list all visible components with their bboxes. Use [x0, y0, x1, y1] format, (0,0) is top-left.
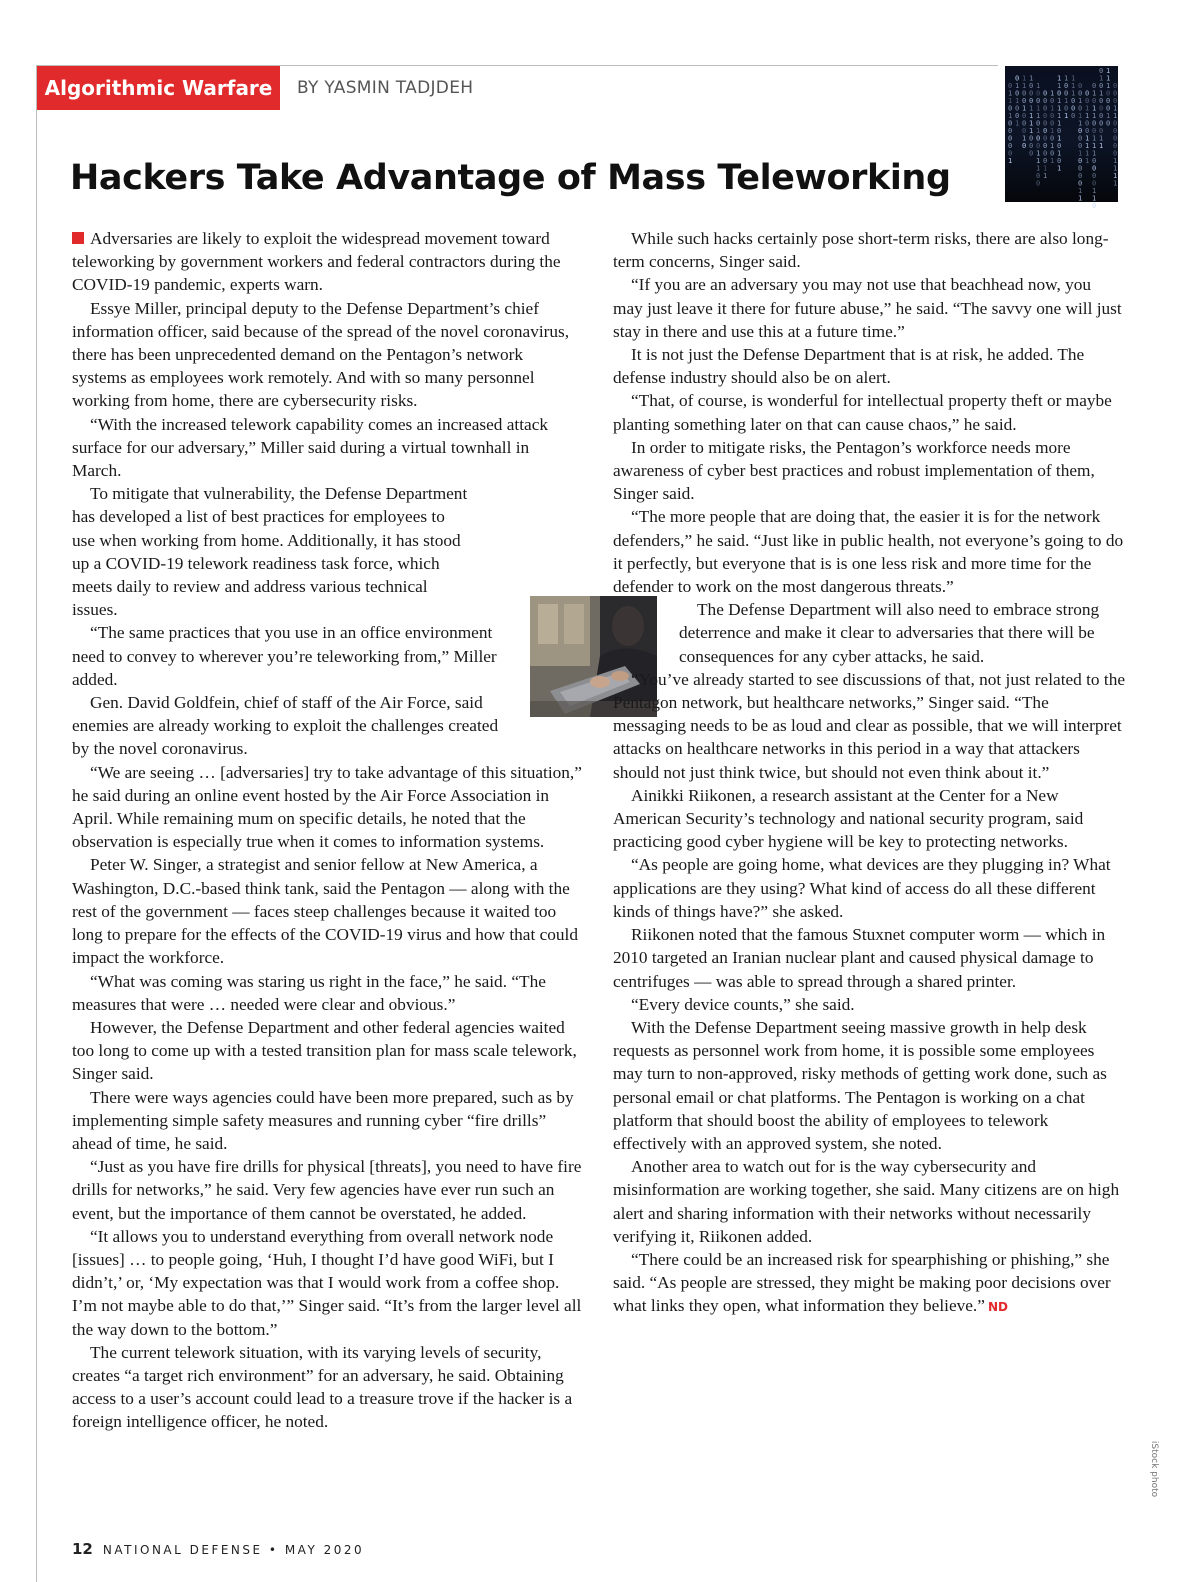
binary-digit: 0 — [1099, 104, 1104, 113]
binary-digit: 0 — [1050, 134, 1055, 143]
binary-digit: 1 — [1113, 179, 1118, 188]
binary-digit: 0 — [1092, 179, 1097, 188]
binary-digit: 0 — [1043, 119, 1048, 128]
binary-digit: 0 — [1043, 104, 1048, 113]
binary-digit: 1 — [1071, 89, 1076, 98]
binary-digit: 1 — [1008, 97, 1013, 105]
paragraph: However, the Defense Department and other federal agencies waited too long to come up with a tested transition plan for mass scale telework, Singer said. — [72, 1017, 577, 1084]
article-column-right — [613, 227, 1125, 1320]
paragraph: “The more people that are doing that, the easier it is for the network defenders,” he said. “Just like in public health, not everyone’s going to do it perfectly, but everyone that is is one less risk and more time for the defender to work on the most dangerous threats.” — [613, 507, 1124, 597]
binary-digit: 1 — [1008, 89, 1013, 98]
binary-digit: 0 — [1029, 97, 1034, 105]
binary-digit: 0 — [1099, 82, 1104, 90]
binary-digit: 1 — [1029, 74, 1034, 83]
binary-digit: 1 — [1057, 164, 1062, 173]
article-column-left — [72, 227, 582, 1434]
paragraph: There were ways agencies could have been more prepared, such as by implementing simple safety measures and running cyber “fire drills” ahead of time, he said. — [72, 1087, 574, 1153]
binary-digit: 1 — [1036, 157, 1041, 165]
binary-digit: 0 — [1099, 119, 1104, 128]
binary-digit: 1 — [1050, 104, 1055, 113]
binary-digit: 0 — [1008, 104, 1013, 113]
binary-digit: 0 — [1092, 119, 1097, 128]
binary-digit: 1 — [1092, 112, 1097, 120]
binary-digit: 0 — [1113, 82, 1118, 90]
binary-digit: 0 — [1078, 157, 1083, 165]
binary-digit: 0 — [1008, 82, 1013, 90]
binary-digit: 0 — [1043, 112, 1048, 120]
paragraph: Riikonen noted that the famous Stuxnet computer worm — which in 2010 targeted an Iranian nuclear plant and caused physical damage to centrifuges — was able to spread through a shared printer. — [613, 925, 1106, 991]
binary-digit: 0 — [1015, 89, 1020, 98]
byline: BY YASMIN TADJDEH — [297, 78, 474, 98]
binary-digit: 0 — [1078, 89, 1083, 98]
binary-digit: 0 — [1113, 134, 1118, 143]
binary-digit: 0 — [1036, 89, 1041, 98]
binary-digit: 1 — [1057, 74, 1062, 83]
binary-digit: 0 — [1078, 142, 1083, 150]
binary-digit: 0 — [1008, 149, 1013, 158]
binary-digit: 1 — [1029, 104, 1034, 113]
binary-digit: 1 — [1113, 164, 1118, 173]
binary-digit: 1 — [1078, 187, 1083, 195]
binary-digit: 0 — [1099, 97, 1104, 105]
binary-digit: 0 — [1085, 119, 1090, 128]
paragraph: “If you are an adversary you may not use that beachhead now, you may just leave it there for future abuse,” he said. “The savvy one will just stay in there and use this at a future time.” — [613, 275, 1122, 341]
paragraph: “What was coming was staring us right in the face,” he said. “The measures that were … needed were clear and obvious.” — [72, 971, 546, 1014]
paragraph: It is not just the Defense Department that is at risk, he added. The defense industry should also be on alert. — [613, 345, 1085, 388]
paragraph: “There could be an increased risk for spearphishing or phishing,” she said. “As people are stressed, they might be making poor decisions over what links they open, what information they believe.” ND — [613, 1249, 1111, 1316]
binary-digit: 0 — [1092, 172, 1097, 180]
binary-digit: 0 — [1057, 127, 1062, 135]
binary-digit: 1 — [1057, 104, 1062, 113]
binary-digit: 1 — [1015, 97, 1020, 105]
binary-digit: 1 — [1092, 149, 1097, 158]
red-square-marker — [72, 232, 84, 244]
binary-digit: 1 — [1078, 112, 1083, 120]
binary-digit: 0 — [1022, 97, 1027, 105]
binary-digit: 1 — [1036, 82, 1041, 90]
binary-digit: 0 — [1043, 142, 1048, 150]
binary-digit: 1 — [1092, 104, 1097, 113]
paragraph: In order to mitigate risks, the Pentagon’s workforce needs more awareness of cyber best practices and robust implementation of them, Singer said. — [613, 437, 1095, 504]
binary-digit: 0 — [1113, 149, 1118, 158]
binary-digit: 1 — [1113, 157, 1118, 165]
binary-digit: 0 — [1071, 112, 1076, 120]
binary-digit: 1 — [1022, 82, 1027, 90]
binary-digit: 0 — [1092, 82, 1097, 90]
binary-digit: 1 — [1043, 164, 1048, 173]
binary-digit: 1 — [1106, 74, 1111, 83]
paragraph: Gen. David Goldfein, chief of staff of the Air Force, said enemies are already working to exploit the challenges created by the novel coronavirus. — [72, 693, 499, 759]
binary-digit: 1 — [1057, 134, 1062, 143]
page-frame-left-rule — [36, 65, 37, 1582]
binary-digit: 0 — [1022, 142, 1027, 150]
binary-digit: 1 — [1078, 194, 1083, 203]
binary-digit: 0 — [1106, 97, 1111, 105]
binary-digit: 1 — [1022, 104, 1027, 113]
binary-digit: 1 — [1015, 82, 1020, 90]
binary-digit: 0 — [1050, 149, 1055, 158]
binary-digit: 1 — [1092, 89, 1097, 98]
paragraph: The Defense Department will also need to embrace strong deterrence and make it clear to adversaries that there will be consequences for any cyber attacks, he said. — [679, 600, 1100, 666]
binary-digit: 1 — [1064, 74, 1069, 83]
binary-digit: 0 — [1071, 97, 1076, 105]
binary-digit: 0 — [1099, 67, 1104, 75]
paragraph: “With the increased telework capability comes an increased attack surface for our adversary,” Miller said during a virtual townhall in March. — [72, 414, 549, 481]
binary-digit: 0 — [1036, 134, 1041, 143]
binary-digit: 0 — [1085, 127, 1090, 135]
paragraph: “Every device counts,” she said. — [631, 994, 855, 1014]
publication-line: NATIONAL DEFENSE • MAY 2020 — [102, 1543, 365, 1557]
paragraph: “We are seeing … [adversaries] try to take advantage of this situation,” he said during an online event hosted by the Air Force Association in April. While remaining mum on specific details, he noted that the observation is especially true when it comes to information systems. — [72, 762, 582, 852]
binary-digit: 0 — [1050, 112, 1055, 120]
binary-digit: 0 — [1043, 127, 1048, 135]
paragraph: “That, of course, is wonderful for intellectual property theft or maybe planting something later on that can cause chaos,” he said. — [613, 391, 1112, 434]
binary-digit: 0 — [1043, 97, 1048, 105]
binary-digit: 1 — [1057, 112, 1062, 120]
binary-digit: 1 — [1085, 149, 1090, 158]
binary-digit: 0 — [1078, 179, 1083, 188]
binary-digit: 1 — [1029, 127, 1034, 135]
paragraph: Essye Miller, principal deputy to the Defense Department’s chief information officer, said because of the spread of the novel coronavirus, there has been unprecedented demand on the Pentagon’s network systems as employees work remotely. And with so many personnel working from home, there are cybersecurity risks. — [72, 298, 570, 411]
binary-digit: 1 — [1099, 89, 1104, 98]
binary-digit: 1 — [1022, 134, 1027, 143]
binary-digit: 1 — [1113, 104, 1118, 113]
binary-digit: 0 — [1078, 172, 1083, 180]
paragraph: “Just as you have fire drills for physical [threats], you need to have fire drills for networks,” he said. Very few agencies have ever run such an event, but the importance of them cannot be overstated, he added. — [72, 1157, 582, 1223]
photo-credit: iStock photo — [1149, 1440, 1160, 1498]
paragraph: “The same practices that you use in an office environment need to convey to wherever you’re teleworking from,” Miller added. — [72, 623, 497, 689]
binary-digit: 1 — [1099, 74, 1104, 83]
binary-digit: 1 — [1036, 104, 1041, 113]
binary-digit: 0 — [1043, 134, 1048, 143]
binary-digit: 0 — [1057, 142, 1062, 150]
binary-digit: 0 — [1078, 134, 1083, 143]
binary-digit: 0 — [1022, 119, 1027, 128]
binary-digit: 1 — [1036, 149, 1041, 158]
binary-digit: 1 — [1106, 82, 1111, 90]
binary-digit: 1 — [1036, 112, 1041, 120]
binary-code-image — [1005, 66, 1118, 210]
binary-digit: 0 — [1029, 149, 1034, 158]
binary-digit: 0 — [1113, 127, 1118, 135]
binary-digit: 0 — [1043, 149, 1048, 158]
paragraph: Adversaries are likely to exploit the widespread movement toward teleworking by government workers and federal contractors during the COVID-19 pandemic, experts warn. — [72, 229, 561, 295]
paragraph: With the Defense Department seeing massive growth in help desk requests as personnel work from home, it is possible some employees may turn to non-approved, risky methods of getting work done, such as personal email or chat platforms. The Pentagon is working on a chat platform that should boost the ability of employees to telework effectively with an approved system, she noted. — [613, 1017, 1107, 1153]
binary-digit: 0 — [1092, 157, 1097, 165]
end-mark: ND — [987, 1300, 1008, 1315]
binary-digit: 0 — [1078, 82, 1083, 90]
binary-digit: 0 — [1043, 157, 1048, 165]
paragraph: While such hacks certainly pose short-term risks, there are also long-term concerns, Singer said. — [613, 229, 1109, 272]
binary-digit: 0 — [1071, 104, 1076, 113]
binary-digit: 0 — [1106, 119, 1111, 128]
binary-digit: 1 — [1085, 142, 1090, 150]
binary-digit: 1 — [1106, 112, 1111, 120]
binary-digit: 0 — [1008, 127, 1013, 135]
binary-digit: 0 — [1022, 112, 1027, 120]
binary-digit: 0 — [1036, 142, 1041, 150]
binary-digit: 1 — [1036, 164, 1041, 173]
paragraph: To mitigate that vulnerability, the Defense Department has developed a list of best practices for employees to use when working from home. Additionally, it has stood up a COVID-19 telework readiness task force, which meets daily to review and address various technical issues. — [72, 484, 468, 620]
binary-digit: 1 — [1078, 97, 1083, 105]
binary-digit: 1 — [1057, 149, 1062, 158]
binary-digit: 0 — [1113, 119, 1118, 128]
paragraph: “It allows you to understand everything from overall network node [issues] … to people going, ‘Huh, I thought I’d have good WiFi, but I didn’t,’ or, ‘My expectation was that I would work from a coffee shop. I’m not maybe able to do that,’” Singer said. “It’s from the larger level all the way down to the bottom.” — [72, 1226, 582, 1339]
binary-digit: 1 — [1057, 119, 1062, 128]
binary-digit: 1 — [1050, 89, 1055, 98]
binary-digit: 0 — [1085, 89, 1090, 98]
paragraph: “You’ve already started to see discussions of that, not just related to the Pentagon network, but healthcare networks,” Singer said. “The messaging needs to be as loud and clear as possible, that we will interpret attacks on healthcare networks in this period in a way that attackers should not just think twice, but should not even think about it.” — [613, 669, 1126, 782]
binary-digit: 0 — [1064, 104, 1069, 113]
binary-digit: 0 — [1008, 119, 1013, 128]
binary-digit: 1 — [1092, 187, 1097, 195]
binary-digit: 1 — [1050, 142, 1055, 150]
binary-digit: 1 — [1099, 134, 1104, 143]
binary-digit: 0 — [1064, 89, 1069, 98]
paragraph: Another area to watch out for is the way cybersecurity and misinformation are working together, she said. Many citizens are on high alert and sharing information with their networks without necessarily verifying it, Riikonen added. — [613, 1157, 1120, 1246]
binary-digit: 1 — [1029, 119, 1034, 128]
binary-digit: 1 — [1113, 172, 1118, 180]
binary-digit: 0 — [1057, 89, 1062, 98]
binary-digit: 1 — [1015, 119, 1020, 128]
binary-digit: 0 — [1078, 164, 1083, 173]
binary-digit: 1 — [1050, 157, 1055, 165]
binary-digit: 1 — [1092, 142, 1097, 150]
binary-digit: 0 — [1050, 97, 1055, 105]
department-tag: Algorithmic Warfare — [37, 66, 280, 110]
binary-digit: 1 — [1078, 119, 1083, 128]
binary-digit: 1 — [1064, 112, 1069, 120]
binary-digit: 0 — [1064, 82, 1069, 90]
binary-digit: 1 — [1106, 67, 1111, 75]
paragraph: Ainikki Riikonen, a research assistant at the Center for a New American Security’s technology and national security program, said practicing good cyber hygiene will be key to protecting networks. — [613, 785, 1084, 852]
binary-digit: 0 — [1022, 127, 1027, 135]
binary-digit: 1 — [1071, 82, 1076, 90]
binary-digit: 1 — [1099, 142, 1104, 150]
headline: Hackers Take Advantage of Mass Teleworking — [70, 158, 951, 198]
binary-digit: 1 — [1043, 172, 1048, 180]
binary-digit: 1 — [1029, 112, 1034, 120]
binary-rain-graphic — [1005, 66, 1118, 210]
binary-digit: 1 — [1113, 112, 1118, 120]
binary-digit: 0 — [1036, 179, 1041, 188]
binary-digit: 0 — [1022, 89, 1027, 98]
binary-digit: 0 — [1099, 112, 1104, 120]
binary-digit: 0 — [1029, 142, 1034, 150]
binary-digit: 0 — [1106, 104, 1111, 113]
paragraph: Peter W. Singer, a strategist and senior fellow at New America, a Washington, D.C.-based think tank, said the Pentagon — along with the rest of the government — faces steep challenges because it waited too long to prepare for the effects of the COVID-19 virus and how that could impact the workforce. — [72, 855, 578, 968]
binary-digit: 1 — [1092, 194, 1097, 203]
binary-digit: 0 — [1036, 172, 1041, 180]
binary-digit: 0 — [1050, 119, 1055, 128]
binary-digit: 0 — [1078, 104, 1083, 113]
binary-digit: 1 — [1064, 97, 1069, 105]
page-number: 12 — [72, 1540, 93, 1558]
paragraph: “As people are going home, what devices are they plugging in? What applications are they using? What kind of access do all these different kinds of things have?” she asked. — [613, 855, 1111, 921]
binary-digit: 0 — [1015, 112, 1020, 120]
binary-digit: 0 — [1092, 127, 1097, 135]
binary-digit: 0 — [1015, 104, 1020, 113]
binary-digit: 1 — [1050, 127, 1055, 135]
binary-digit: 0 — [1113, 97, 1118, 105]
page-footer — [72, 1540, 364, 1558]
binary-digit: 0 — [1008, 134, 1013, 143]
binary-digit: 0 — [1106, 89, 1111, 98]
binary-digit: 0 — [1015, 74, 1020, 83]
binary-digit: 0 — [1085, 97, 1090, 105]
binary-digit: 1 — [1085, 112, 1090, 120]
binary-digit: 1 — [1057, 97, 1062, 105]
binary-digit: 1 — [1036, 127, 1041, 135]
binary-digit: 1 — [1085, 134, 1090, 143]
binary-digit: 0 — [1029, 82, 1034, 90]
binary-digit: 0 — [1036, 119, 1041, 128]
binary-digit: 0 — [1043, 89, 1048, 98]
binary-digit: 1 — [1078, 149, 1083, 158]
binary-digit: 0 — [1092, 97, 1097, 105]
binary-digit: 1 — [1008, 157, 1013, 165]
binary-digit: 1 — [1085, 157, 1090, 165]
binary-digit: 0 — [1113, 142, 1118, 150]
binary-digit: 1 — [1008, 112, 1013, 120]
binary-digit: 0 — [1113, 89, 1118, 98]
binary-digit: 0 — [1092, 202, 1097, 210]
binary-digit: 0 — [1099, 127, 1104, 135]
binary-digit: 0 — [1092, 164, 1097, 173]
binary-digit: 0 — [1029, 134, 1034, 143]
binary-digit: 1 — [1085, 104, 1090, 113]
binary-digit: 1 — [1057, 82, 1062, 90]
binary-digit: 0 — [1036, 97, 1041, 105]
binary-digit: 1 — [1071, 74, 1076, 83]
binary-digit: 1 — [1022, 74, 1027, 83]
paragraph: The current telework situation, with its varying levels of security, creates “a target rich environment” for an adversary, he said. Obtaining access to a user’s account could lead to a treasure trove if the hacker is a foreign intelligence officer, he noted. — [72, 1342, 573, 1432]
binary-digit: 0 — [1008, 142, 1013, 150]
binary-digit: 0 — [1078, 127, 1083, 135]
binary-digit: 1 — [1092, 134, 1097, 143]
binary-digit: 0 — [1057, 157, 1062, 165]
binary-digit: 0 — [1029, 89, 1034, 98]
